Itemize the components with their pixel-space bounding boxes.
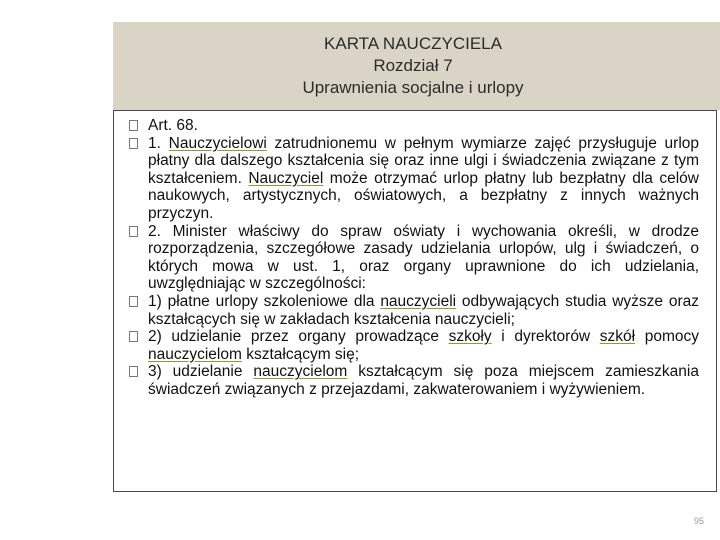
- text-run: kształcącym się;: [241, 345, 360, 363]
- underlined-term: szkół: [599, 328, 636, 346]
- bullet-list: [148, 117, 699, 399]
- list-item-text: [148, 117, 699, 135]
- text-run: kształcącym się poza miejscem zamieszkania świadczeń związanych z przejazdami, zakwaterowaniem i wyżywieniem.: [148, 363, 699, 398]
- bullet-box-icon: [129, 296, 138, 307]
- list-item-text: [148, 135, 699, 223]
- list-item: [148, 117, 699, 135]
- underlined-term: nauczycieli: [380, 292, 457, 310]
- underlined-term: szkoły: [448, 328, 492, 346]
- list-item: [148, 223, 699, 293]
- list-item-text: [148, 223, 699, 293]
- underlined-term: Nauczycielowi: [168, 134, 267, 152]
- bullet-box-icon: [129, 226, 138, 237]
- list-item: [148, 328, 699, 363]
- slide-title: [113, 33, 713, 99]
- text-run: może otrzymać urlop płatny lub bezpłatny dla celów naukowych, artystycznych, oświatowych, a bezpłatny z innych ważnych przyczyn.: [148, 169, 699, 222]
- text-run: 2) udzielanie przez organy prowadzące: [148, 328, 449, 346]
- list-item: [148, 135, 699, 223]
- title-line-2: Rozdział 7: [373, 56, 453, 75]
- list-item: [148, 293, 699, 328]
- list-item: [148, 363, 699, 398]
- bullet-box-icon: [129, 120, 138, 131]
- underlined-term: nauczycielom: [148, 345, 242, 363]
- text-run: Art. 68.: [148, 117, 198, 134]
- text-run: 3) udzielanie: [148, 363, 254, 381]
- page-number: 95: [693, 516, 704, 526]
- title-line-3: Uprawnienia socjalne i urlopy: [302, 78, 524, 97]
- list-item-text: [148, 328, 699, 363]
- text-run: i dyrektorów: [491, 328, 600, 346]
- text-run: 1.: [148, 134, 169, 152]
- underlined-term: Nauczyciel: [248, 169, 324, 187]
- text-run: 2. Minister właściwy do spraw oświaty i wychowania określi, w drodze rozporządzenia, szczegółowe zasady udzielania urlopów, ulg i świadczeń, o których mowa w ust. 1, oraz organy uprawnione do ich udzielania, uwzględniając w szczególności:: [148, 222, 699, 293]
- text-run: zatrudnionemu w pełnym wymiarze zajęć przysługuje urlop płatny dla dalszego kształcenia się oraz inne ulgi i świadczenia związane z tym kształceniem.: [148, 134, 700, 187]
- bullet-box-icon: [129, 366, 138, 377]
- title-line-1: KARTA NAUCZYCIELA: [324, 34, 502, 53]
- bullet-box-icon: [129, 138, 138, 149]
- underlined-term: nauczycielom: [253, 363, 348, 381]
- list-item-text: [148, 293, 699, 328]
- list-item-text: [148, 363, 699, 398]
- bullet-box-icon: [129, 331, 138, 342]
- text-run: 1) płatne urlopy szkoleniowe dla: [148, 292, 381, 310]
- text-run: pomocy: [635, 328, 699, 346]
- text-run: odbywających studia wyższe oraz kształcących się w zakładach kształcenia nauczycieli;: [148, 292, 699, 328]
